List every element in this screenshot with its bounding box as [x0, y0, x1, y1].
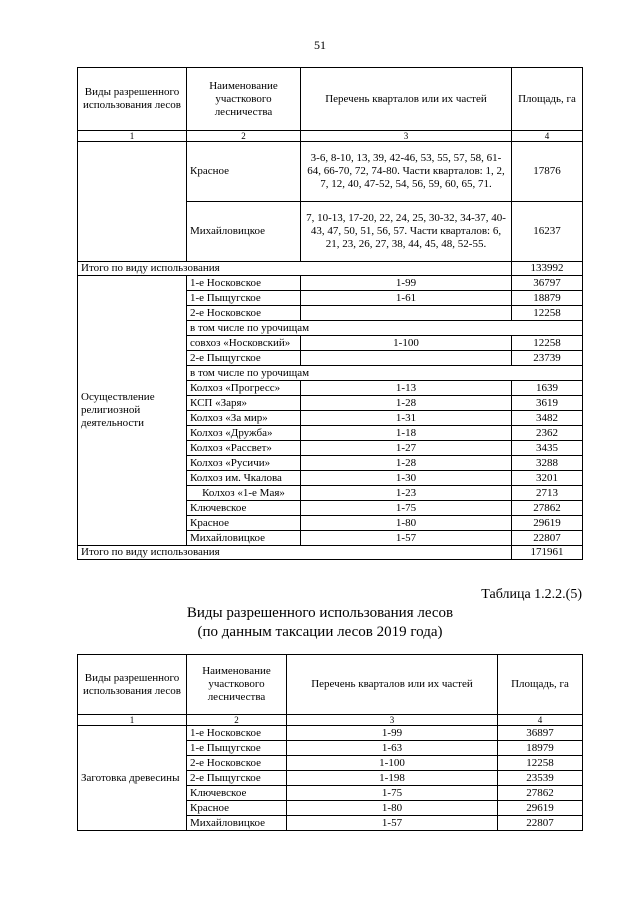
quarters-range: 1-23 — [301, 486, 512, 501]
subheading: в том числе по урочищам — [187, 321, 583, 336]
quarters-range: 1-80 — [287, 801, 498, 816]
forest-use-table-2 — [77, 654, 583, 831]
district-name: 1-е Носковское — [187, 276, 301, 291]
quarters-range — [301, 351, 512, 366]
area-value: 2713 — [512, 486, 583, 501]
header-district: Наименование участкового лесничества — [187, 655, 287, 715]
area-value: 29619 — [512, 516, 583, 531]
quarters-range — [301, 306, 512, 321]
total-label: Итого по виду использования — [78, 546, 512, 560]
header-quarters: Перечень кварталов или их частей — [287, 655, 498, 715]
area-value: 3201 — [512, 471, 583, 486]
area-value: 3288 — [512, 456, 583, 471]
total-value: 171961 — [512, 546, 583, 560]
area-value: 18979 — [498, 741, 583, 756]
header-use-type: Виды разрешенного использования лесов — [78, 655, 187, 715]
column-number: 2 — [187, 131, 301, 142]
area-value: 3482 — [512, 411, 583, 426]
area-value: 23539 — [498, 771, 583, 786]
table-header-row — [78, 68, 583, 131]
total-label: Итого по виду использования — [78, 262, 512, 276]
district-name: 2-е Пыщугское — [187, 351, 301, 366]
area-value: 3435 — [512, 441, 583, 456]
column-number: 3 — [287, 715, 498, 726]
area-value: 2362 — [512, 426, 583, 441]
table-row — [78, 726, 583, 741]
quarters-range: 1-28 — [301, 456, 512, 471]
column-number-row — [78, 715, 583, 726]
area-value: 12258 — [512, 336, 583, 351]
area-value: 16237 — [512, 202, 583, 262]
district-name: 1-е Носковское — [187, 726, 287, 741]
tract-name: Колхоз «1-е Мая» — [187, 486, 301, 501]
quarters-range: 1-57 — [301, 531, 512, 546]
area-value: 18879 — [512, 291, 583, 306]
area-value: 27862 — [512, 501, 583, 516]
area-value: 17876 — [512, 142, 583, 202]
area-value: 29619 — [498, 801, 583, 816]
quarters-range: 1-63 — [287, 741, 498, 756]
header-area: Площадь, га — [512, 68, 583, 131]
total-row — [78, 546, 583, 560]
header-district: Наименование участкового лесничества — [187, 68, 301, 131]
district-name: Михайловицкое — [187, 531, 301, 546]
quarters-range: 1-100 — [301, 336, 512, 351]
district-name: Красное — [187, 516, 301, 531]
quarters-range: 1-18 — [301, 426, 512, 441]
quarters-range: 1-100 — [287, 756, 498, 771]
quarters-range: 1-13 — [301, 381, 512, 396]
header-use-type: Виды разрешенного использования лесов — [78, 68, 187, 131]
area-value: 12258 — [512, 306, 583, 321]
area-value: 27862 — [498, 786, 583, 801]
tract-name: Колхоз «За мир» — [187, 411, 301, 426]
table-subtitle: (по данным таксации лесов 2019 года) — [197, 624, 443, 640]
tract-name: Колхоз «Рассвет» — [187, 441, 301, 456]
area-value: 1639 — [512, 381, 583, 396]
column-number-row — [78, 131, 583, 142]
group-label: Заготовка древесины — [78, 726, 187, 831]
subheading: в том числе по урочищам — [187, 366, 583, 381]
column-number: 2 — [187, 715, 287, 726]
column-number: 4 — [512, 131, 583, 142]
quarters-list — [301, 142, 512, 202]
quarters-full: 7, 10-13, 17-20, 22, 24, 25, 30-32, 34-37, 40-43, 47, 50, 51, 56, 57. — [306, 212, 506, 237]
district-name: 2-е Носковское — [187, 756, 287, 771]
quarters-list — [301, 202, 512, 262]
quarters-range: 1-57 — [287, 816, 498, 831]
column-number: 4 — [498, 715, 583, 726]
page-number: 51 — [314, 38, 326, 52]
header-area: Площадь, га — [498, 655, 583, 715]
quarters-range: 1-198 — [287, 771, 498, 786]
quarters-range: 1-27 — [301, 441, 512, 456]
table-title: Виды разрешенного использования лесов — [186, 605, 454, 621]
tract-name: Колхоз «Русичи» — [187, 456, 301, 471]
quarters-parts: Части кварталов: 1, 2, 7, 12, 40, 47-52, 54, 56, 59, 60, 65, 71. — [320, 165, 505, 190]
quarters-full: 3-6, 8-10, 13, 39, 42-46, 53, 55, 57, 58, 61-64, 66-70, 72, 74-80. — [307, 152, 502, 177]
quarters-range: 1-80 — [301, 516, 512, 531]
district-name: Михайловицкое — [187, 202, 301, 262]
district-name: Красное — [187, 142, 301, 202]
quarters-range: 1-75 — [287, 786, 498, 801]
quarters-range: 1-28 — [301, 396, 512, 411]
total-row — [78, 262, 583, 276]
header-quarters: Перечень кварталов или их частей — [301, 68, 512, 131]
district-name: Ключевское — [187, 786, 287, 801]
column-number: 1 — [78, 715, 187, 726]
quarters-parts: Части кварталов: 6, 21, 23, 26, 27, 38, 44, 45, 48, 52-55. — [325, 225, 502, 250]
group-label: Осуществление религиозной деятельности — [78, 276, 187, 546]
total-value: 133992 — [512, 262, 583, 276]
district-name: Красное — [187, 801, 287, 816]
table-row — [78, 142, 583, 202]
quarters-range: 1-31 — [301, 411, 512, 426]
district-name: Ключевское — [187, 501, 301, 516]
area-value: 12258 — [498, 756, 583, 771]
area-value: 36797 — [512, 276, 583, 291]
table-row — [78, 276, 583, 291]
tract-name: Колхоз «Прогресс» — [187, 381, 301, 396]
quarters-range: 1-99 — [287, 726, 498, 741]
area-value: 36897 — [498, 726, 583, 741]
group-cell-empty — [78, 142, 187, 262]
area-value: 23739 — [512, 351, 583, 366]
quarters-range: 1-61 — [301, 291, 512, 306]
district-name: 2-е Пыщугское — [187, 771, 287, 786]
district-name: 1-е Пыщугское — [187, 291, 301, 306]
area-value: 3619 — [512, 396, 583, 411]
area-value: 22807 — [512, 531, 583, 546]
tract-name: Колхоз им. Чкалова — [187, 471, 301, 486]
quarters-range: 1-30 — [301, 471, 512, 486]
area-value: 22807 — [498, 816, 583, 831]
tract-name: совхоз «Носковский» — [187, 336, 301, 351]
quarters-range: 1-99 — [301, 276, 512, 291]
column-number: 3 — [301, 131, 512, 142]
column-number: 1 — [78, 131, 187, 142]
quarters-range: 1-75 — [301, 501, 512, 516]
forest-use-table-1 — [77, 67, 583, 560]
table-header-row — [78, 655, 583, 715]
tract-name: Колхоз «Дружба» — [187, 426, 301, 441]
district-name: 2-е Носковское — [187, 306, 301, 321]
district-name: 1-е Пыщугское — [187, 741, 287, 756]
table-number: Таблица 1.2.2.(5) — [481, 587, 582, 602]
tract-name: КСП «Заря» — [187, 396, 301, 411]
district-name: Михайловицкое — [187, 816, 287, 831]
